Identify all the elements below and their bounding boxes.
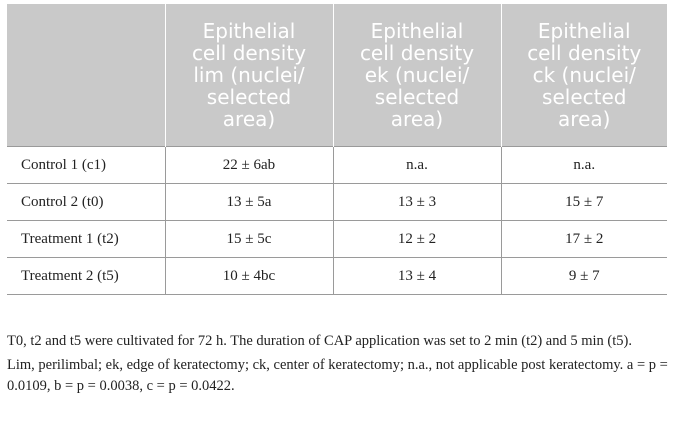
row-label-cell: Control 2 (t0) <box>7 184 165 221</box>
header-ek <box>333 4 501 147</box>
table-row <box>7 258 667 295</box>
header-line: cell density <box>359 41 475 65</box>
header-corner-cell <box>7 4 165 147</box>
header-line: Epithelial <box>370 19 464 43</box>
header-line: lim (nuclei/ <box>193 63 305 87</box>
table-row <box>7 147 667 184</box>
header-line: ek (nuclei/ <box>364 63 470 87</box>
table-header <box>7 4 667 147</box>
row-label-cell: Treatment 2 (t5) <box>7 258 165 295</box>
lim-value-cell: 13 ± 5a <box>165 184 333 221</box>
table-row <box>7 184 667 221</box>
header-line: cell density <box>191 41 307 65</box>
ck-value-cell: n.a. <box>501 147 667 184</box>
header-line: selected <box>206 85 292 109</box>
header-line: ck (nuclei/ <box>532 63 636 87</box>
header-line: Epithelial <box>537 19 631 43</box>
footnote-abbreviations: Lim, perilimbal; ek, edge of keratectomy; ck, center of keratectomy; n.a., not applicable post keratectomy. a = p = 0.0109, b = p = 0.0038, c = p = 0.0422. <box>7 357 668 394</box>
table-row <box>7 221 667 258</box>
ck-value-cell: 17 ± 2 <box>501 221 667 258</box>
ek-value-cell: 13 ± 4 <box>333 258 501 295</box>
lim-value-cell: 22 ± 6ab <box>165 147 333 184</box>
header-line: area) <box>222 107 276 131</box>
lim-value-cell: 10 ± 4bc <box>165 258 333 295</box>
header-line: area) <box>558 107 611 131</box>
data-table <box>7 4 667 295</box>
ck-value-cell: 15 ± 7 <box>501 184 667 221</box>
ek-value-cell: 13 ± 3 <box>333 184 501 221</box>
header-line: Epithelial <box>202 19 296 43</box>
header-lim <box>165 4 333 147</box>
header-row <box>7 4 667 147</box>
row-label-cell: Control 1 (c1) <box>7 147 165 184</box>
header-ck <box>501 4 667 147</box>
table-container <box>7 4 667 295</box>
footnote-cultivation: T0, t2 and t5 were cultivated for 72 h. The duration of CAP application was set to 2 min (t2) and 5 min (t5). <box>7 333 632 349</box>
ck-value-cell: 9 ± 7 <box>501 258 667 295</box>
header-line: selected <box>542 85 627 109</box>
table-footnote <box>7 331 669 400</box>
row-label-cell: Treatment 1 (t2) <box>7 221 165 258</box>
ek-value-cell: n.a. <box>333 147 501 184</box>
header-line: area) <box>390 107 444 131</box>
table-body <box>7 147 667 295</box>
header-line: selected <box>374 85 460 109</box>
header-line: cell density <box>527 41 642 65</box>
ek-value-cell: 12 ± 2 <box>333 221 501 258</box>
lim-value-cell: 15 ± 5c <box>165 221 333 258</box>
